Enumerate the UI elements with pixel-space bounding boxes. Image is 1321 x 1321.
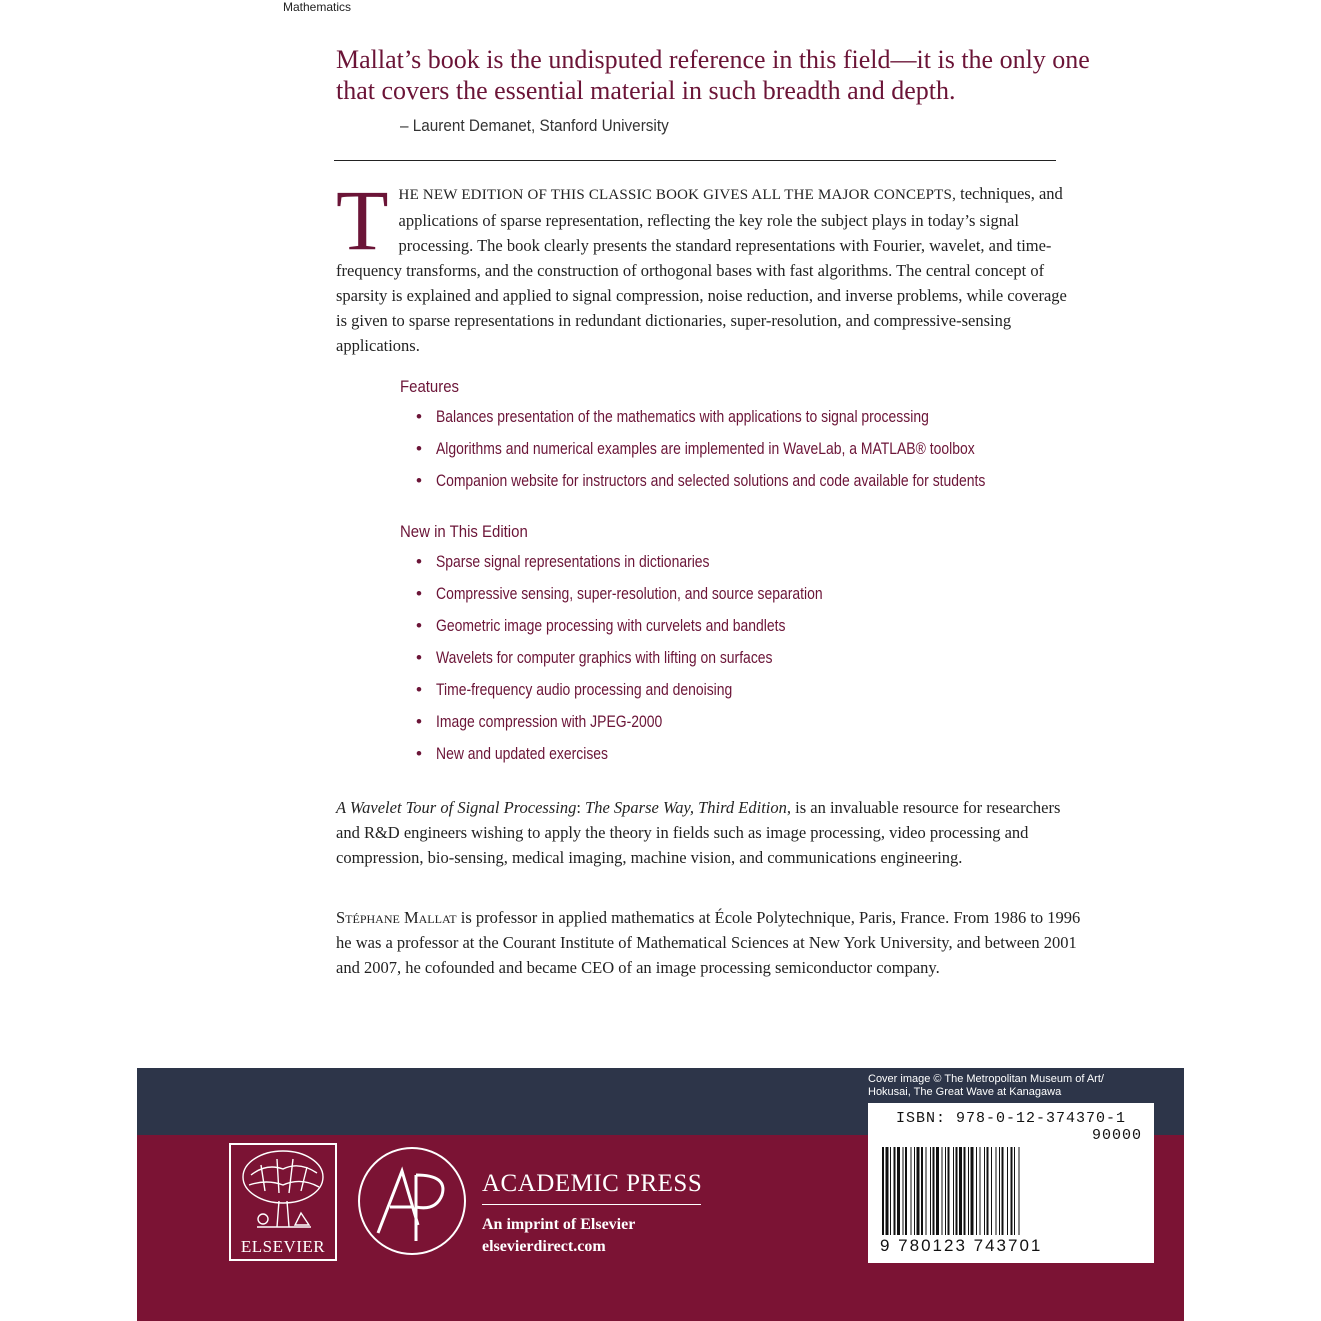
- category-label: Mathematics: [283, 0, 352, 14]
- summary-text: , is an invaluable resource for researchers and R&D engineers wishing to apply the theory in fields such as image processing, video processing and compression, bio-sensing, medical imaging, machine vision, and communications engineering.: [336, 798, 1061, 867]
- publisher-name: ACADEMIC PRESS: [482, 1170, 703, 1197]
- book-subtitle: The Sparse Way, Third Edition: [585, 798, 787, 817]
- list-item: • New and updated exercises: [400, 742, 908, 774]
- author-bio: is professor in applied mathematics at École Polytechnique, Paris, France. From 1986 to 1996 he was a professor at the Courant Institute of Mathematical Sciences at New York University, and between 2001 and 2007, he cofounded and became CEO of an image processing semiconductor company.: [336, 908, 1081, 977]
- intro-paragraph: [336, 172, 1076, 358]
- list-item: • Compressive sensing, super-resolution, and source separation: [400, 582, 908, 614]
- bullet-icon: •: [416, 584, 422, 603]
- list-item: • Algorithms and numerical examples are implemented in WaveLab, a MATLAB® toolbox: [400, 437, 1106, 469]
- features-section: [400, 377, 1106, 501]
- imprint-line: An imprint of Elsevier: [482, 1216, 636, 1233]
- academic-press-logo-icon: [356, 1145, 468, 1257]
- price-code: 90000: [1092, 1127, 1143, 1144]
- list-item: • Sparse signal representations in dictionaries: [400, 550, 908, 582]
- tree-icon: [231, 1145, 335, 1237]
- bullet-icon: •: [416, 439, 422, 458]
- author-paragraph: [336, 905, 1086, 980]
- barcode-digits: 9 780123 743701: [880, 1236, 1043, 1255]
- new-edition-heading: New in This Edition: [400, 522, 528, 541]
- features-heading: Features: [400, 377, 460, 396]
- list-item: • Geometric image processing with curvelets and bandlets: [400, 614, 908, 646]
- list-item: • Companion website for instructors and selected solutions and code available for students: [400, 469, 1106, 501]
- elsevier-wordmark: ELSEVIER: [240, 1237, 326, 1256]
- author-name: Stéphane Mallat: [336, 908, 457, 927]
- publisher-rule: [482, 1204, 701, 1205]
- list-item: • Image compression with JPEG-2000: [400, 710, 908, 742]
- bullet-icon: •: [416, 552, 422, 571]
- list-item: • Wavelets for computer graphics with lifting on surfaces: [400, 646, 908, 678]
- summary-paragraph: [336, 795, 1086, 870]
- bullet-icon: •: [416, 712, 422, 731]
- bullet-icon: •: [416, 648, 422, 667]
- new-edition-section: [400, 522, 908, 774]
- dropcap: T: [336, 172, 389, 268]
- book-title: A Wavelet Tour of Signal Processing: [336, 798, 577, 817]
- bullet-icon: •: [416, 407, 422, 426]
- imprint: [482, 1214, 635, 1258]
- bullet-icon: •: [416, 471, 422, 490]
- isbn: ISBN: 978-0-12-374370-1: [896, 1110, 1127, 1127]
- bullet-icon: •: [416, 616, 422, 635]
- list-item: • Time-frequency audio processing and denoising: [400, 678, 908, 710]
- website-link[interactable]: elsevierdirect.com: [482, 1238, 606, 1255]
- divider: [334, 160, 1056, 161]
- title-separator: :: [576, 798, 586, 817]
- cover-credit: Cover image © The Metropolitan Museum of Art/ Hokusai, The Great Wave at Kanagawa: [868, 1073, 1104, 1098]
- quote-attribution: – Laurent Demanet, Stanford University: [400, 116, 669, 135]
- endorsement-quote: Mallat’s book is the undisputed reference in this field—it is the only one that covers the essential material in such breadth and depth.: [336, 45, 1090, 105]
- intro-body: techniques, and applications of sparse representation, reflecting the key role the subject plays in today’s signal processing. The book clearly presents the standard representations with Fourier, wavelet, and time-frequency transforms, and the construction of orthogonal bases with fast algorithms. The central concept of sparsity is explained and applied to signal compression, noise reduction, and inverse problems, while coverage is given to sparse representations in redundant dictionaries, super-resolution, and compressive-sensing applications.: [336, 184, 1067, 355]
- intro-lead: HE NEW EDITION OF THIS CLASSIC BOOK GIVES ALL THE MAJOR CONCEPTS,: [398, 187, 957, 203]
- list-item: • Balances presentation of the mathematics with applications to signal processing: [400, 405, 1106, 437]
- new-edition-list: [400, 550, 908, 774]
- features-list: [400, 405, 1106, 501]
- bullet-icon: •: [416, 744, 422, 763]
- bullet-icon: •: [416, 680, 422, 699]
